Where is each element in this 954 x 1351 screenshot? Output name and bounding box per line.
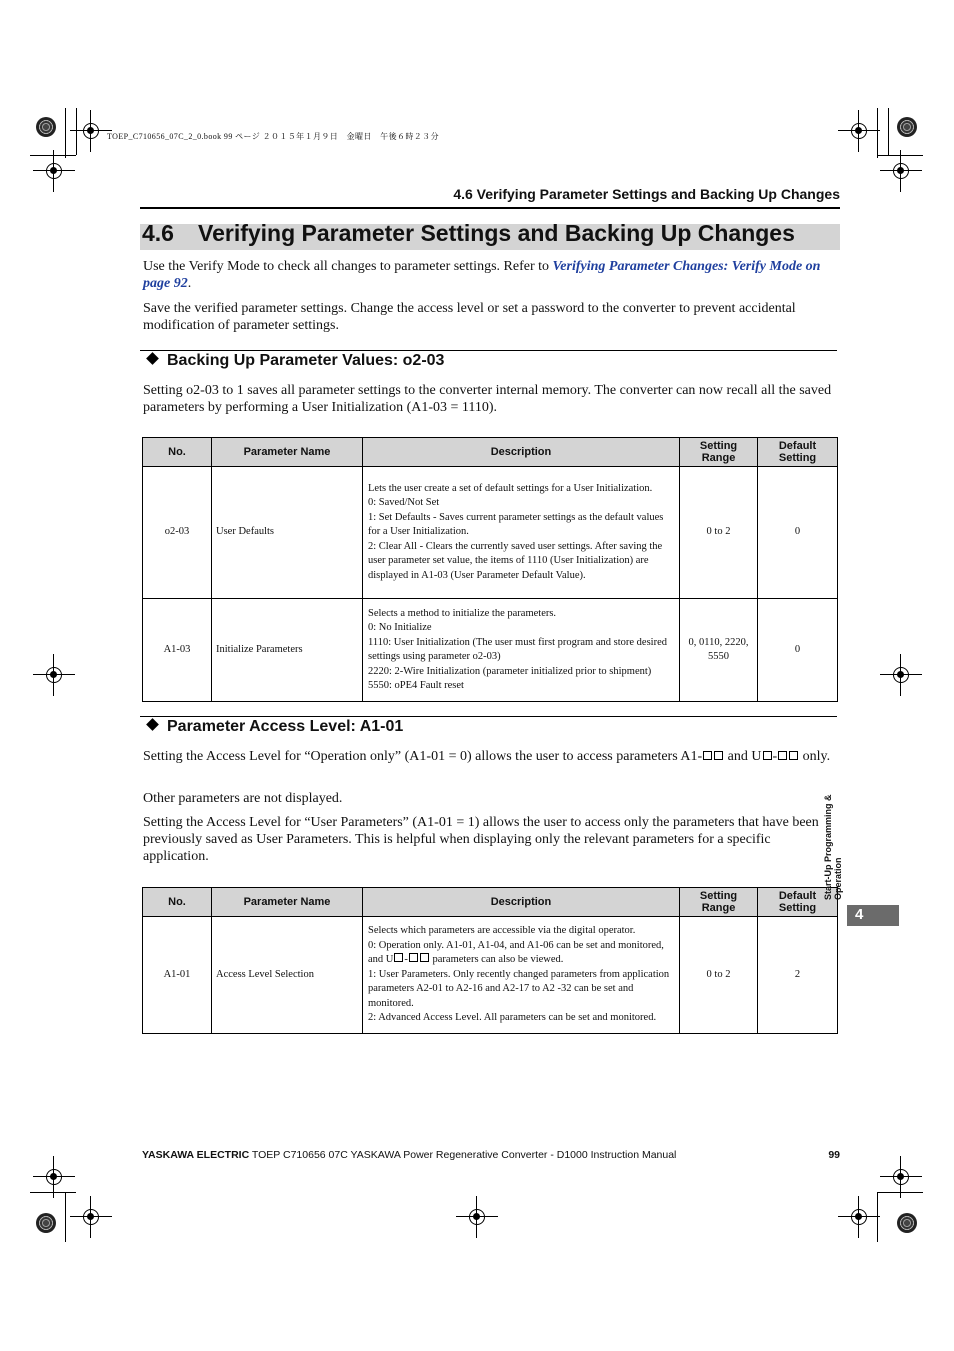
subsection-title-access: Parameter Access Level: A1-01 xyxy=(145,718,403,736)
placeholder-box-icon xyxy=(703,751,712,760)
subsection-rule xyxy=(140,716,837,717)
crosshair-mark xyxy=(43,160,65,182)
cell-parameter-name: Access Level Selection xyxy=(212,917,363,1034)
access-paragraph-3: Setting the Access Level for “User Parameters” (A1-01 = 1) allows the user to access only the parameters that have been previously saved as User Parameters. This is helpful when displaying only the relevant parameters for a specific application. xyxy=(143,815,819,864)
running-head-rule xyxy=(140,207,840,209)
section-title xyxy=(142,220,795,247)
placeholder-box-icon xyxy=(789,751,798,760)
backup-paragraph: Setting o2-03 to 1 saves all parameter settings to the converter internal memory. The converter can now recall all the saved parameters by performing a User Initialization (A1-03 = 1110). xyxy=(143,383,832,415)
page-footer xyxy=(142,1149,676,1161)
registration-rosette-bottom-right xyxy=(897,1213,917,1233)
crop-line xyxy=(65,108,66,158)
running-head: 4.6 Verifying Parameter Settings and Backing Up Changes xyxy=(453,186,840,202)
section-title-text: Verifying Parameter Settings and Backing Up Changes xyxy=(198,220,795,246)
placeholder-box-icon xyxy=(420,953,429,962)
intro-paragraph-2: Save the verified parameter settings. Change the access level or set a password to the converter to prevent accidental modification of parameter settings. xyxy=(143,301,796,333)
page-number: 99 xyxy=(828,1149,840,1161)
subsection-title-backup: Backing Up Parameter Values: o2-03 xyxy=(145,352,444,370)
table-header-row xyxy=(143,438,838,467)
cell-no: o2-03 xyxy=(143,467,212,599)
placeholder-box-icon xyxy=(409,953,418,962)
registration-rosette-top-right xyxy=(897,117,917,137)
cell-default-setting: 0 xyxy=(758,467,838,599)
cell-parameter-name: Initialize Parameters xyxy=(212,599,363,702)
chapter-tab-label: Start-Up Programming & Operation xyxy=(823,794,843,900)
column-header-description: Description xyxy=(363,438,680,467)
column-header-no: No. xyxy=(143,888,212,917)
section-number: 4.6 xyxy=(142,220,174,246)
column-header-no: No. xyxy=(143,438,212,467)
crosshair-mark xyxy=(890,1166,912,1188)
cell-default-setting: 2 xyxy=(758,917,838,1034)
table-row xyxy=(143,467,838,599)
table-header-row xyxy=(143,888,838,917)
column-header-name: Parameter Name xyxy=(212,438,363,467)
cell-parameter-name: User Defaults xyxy=(212,467,363,599)
crop-line xyxy=(65,1192,66,1242)
diamond-bullet-icon xyxy=(146,352,159,365)
crosshair-mark xyxy=(80,120,102,142)
table-row xyxy=(143,917,838,1034)
placeholder-box-icon xyxy=(714,751,723,760)
cell-no: A1-01 xyxy=(143,917,212,1034)
column-header-setting-range: Setting Range xyxy=(680,438,758,467)
footer-manual-title: TOEP C710656 07C YASKAWA Power Regenerative Converter - D1000 Instruction Manual xyxy=(249,1149,677,1161)
file-header: TOEP_C710656_07C_2_0.book 99 ページ ２０１５年１月９日 金曜日 午後６時２３分 xyxy=(107,132,439,141)
access-paragraph-2: Other parameters are not displayed. xyxy=(143,791,343,806)
crop-line xyxy=(877,108,878,158)
crop-line xyxy=(30,1192,76,1193)
cell-description: Selects which parameters are accessible via the digital operator. 0: Operation only. A1-01, A1-04, and A1-06 can be set and monitored, and U - parameters can also be viewed. 1: User Parameters. Only recently changed parameters from application parameters A2-01 to A2-16 and A2-17 to A2 -32 can be set and monitored. 2: Advanced Access Level. All parameters can be set and monitored. xyxy=(363,917,680,1034)
registration-rosette-bottom-left xyxy=(36,1213,56,1233)
cell-no: A1-03 xyxy=(143,599,212,702)
column-header-setting-range: Setting Range xyxy=(680,888,758,917)
table-row xyxy=(143,599,838,702)
crop-line xyxy=(877,155,923,156)
cell-description: Selects a method to initialize the parameters. 0: No Initialize 1110: User Initialization (The user must first program and store desired settings using parameter o2-03) 2220: 2-Wire Initialization (parameter initialized prior to shipment) 5550: oPE4 Fault reset xyxy=(363,599,680,702)
placeholder-box-icon xyxy=(763,751,772,760)
crosshair-mark xyxy=(466,1206,488,1228)
column-header-description: Description xyxy=(363,888,680,917)
diamond-bullet-icon xyxy=(146,718,159,731)
subsection-rule xyxy=(140,350,837,351)
intro-paragraph-1: Use the Verify Mode to check all changes to parameter settings. Refer to Verifying Parameter Changes: Verify Mode on page 92. xyxy=(143,259,821,291)
placeholder-box-icon xyxy=(394,953,403,962)
crosshair-mark xyxy=(890,664,912,686)
crop-line xyxy=(877,1192,923,1193)
crosshair-mark xyxy=(848,1206,870,1228)
cell-default-setting: 0 xyxy=(758,599,838,702)
crop-line xyxy=(877,1192,878,1242)
column-header-default-setting: Default Setting xyxy=(758,888,838,917)
cell-setting-range: 0, 0110, 2220, 5550 xyxy=(680,599,758,702)
crosshair-mark xyxy=(43,664,65,686)
crop-line xyxy=(76,108,77,155)
footer-brand: YASKAWA ELECTRIC xyxy=(142,1149,250,1161)
crop-line xyxy=(30,155,76,156)
crop-line xyxy=(888,108,889,155)
cell-setting-range: 0 to 2 xyxy=(680,467,758,599)
crosshair-mark xyxy=(890,160,912,182)
column-header-name: Parameter Name xyxy=(212,888,363,917)
column-header-default-setting: Default Setting xyxy=(758,438,838,467)
chapter-tab[interactable] xyxy=(847,905,899,926)
parameter-table-o2-03 xyxy=(142,437,838,702)
placeholder-box-icon xyxy=(778,751,787,760)
cross-reference-link[interactable]: Verifying Parameter Changes: Verify Mode on page 92 xyxy=(143,259,821,291)
crosshair-mark xyxy=(848,120,870,142)
access-paragraph-1: Setting the Access Level for “Operation only” (A1-01 = 0) allows the user to access parameters A1- and U - only. xyxy=(143,749,831,764)
cell-setting-range: 0 to 2 xyxy=(680,917,758,1034)
registration-rosette-top-left xyxy=(36,117,56,137)
crosshair-mark xyxy=(43,1166,65,1188)
chapter-tab-number: 4 xyxy=(855,906,864,923)
crosshair-mark xyxy=(80,1206,102,1228)
parameter-table-a1-01 xyxy=(142,887,838,1034)
cell-description: Lets the user create a set of default settings for a User Initialization. 0: Saved/Not Set 1: Set Defaults - Saves current parameter settings as the default values for a User Initialization. 2: Clear All - Clears the currently saved user settings. After saving the user parameter set value, the items of 1110 (User Initialization) are displayed in A1-03 (User Parameter Default Value). xyxy=(363,467,680,599)
